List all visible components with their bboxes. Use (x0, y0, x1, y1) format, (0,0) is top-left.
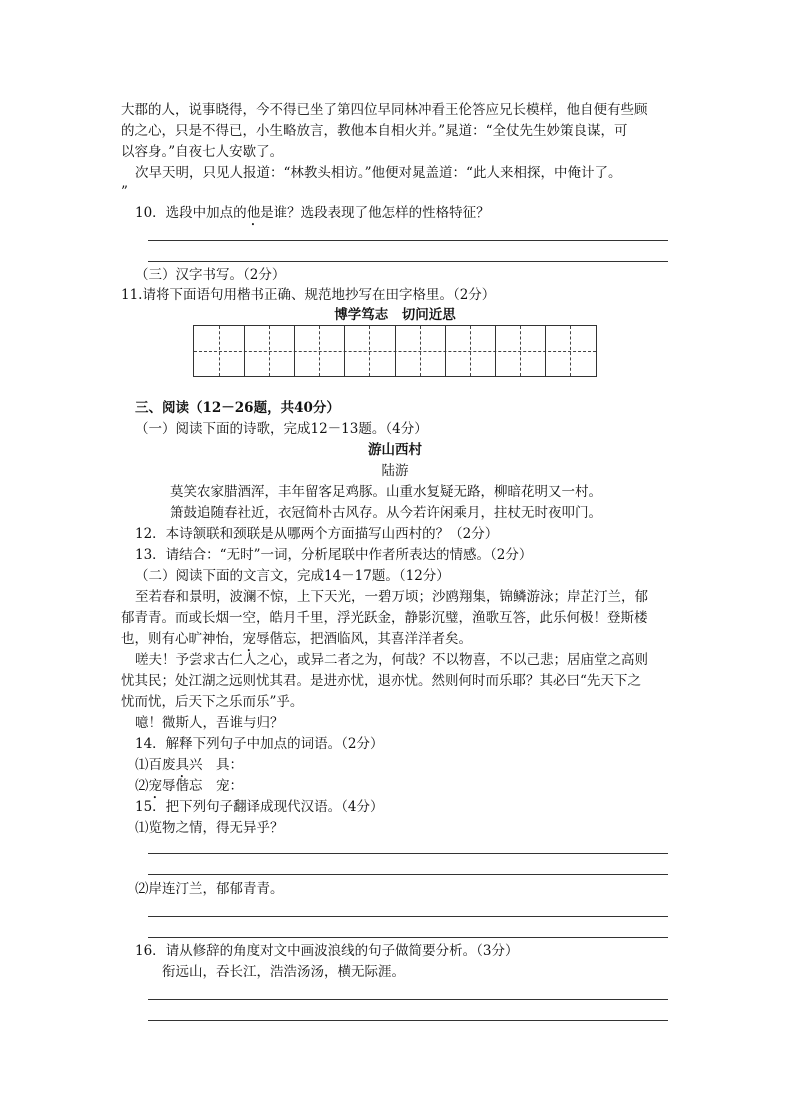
prose-line: 郁青青。而或长烟一空，皓月千里，浮光跃金，静影沉璧，渔歌互答，此乐何极！登斯楼 (121, 610, 648, 626)
question-16-sentence: 衔远山，吞长江，浩浩汤汤，横无际涯。 (162, 964, 405, 980)
poem-title: 游山西村 (368, 442, 422, 458)
answer-line[interactable] (148, 999, 668, 1000)
answer-line[interactable] (148, 1020, 668, 1021)
emphasis-word: 宠 (148, 778, 162, 794)
prose-line: 忧其民；处江湖之远则忧其君。是进亦忧，退亦忧。然则何时而乐耶？其必曰“先天下之 (121, 673, 641, 689)
answer-line[interactable] (148, 853, 668, 854)
prose-line: 忧而忧，后天下之乐而乐”乎。 (121, 694, 304, 710)
question-14-item-2: ⑵宠辱偕忘 宠： (135, 778, 243, 794)
question-14: 14．解释下列句子中加点的词语。（2分） (135, 736, 384, 752)
poem-author: 陆游 (381, 463, 409, 479)
question-10: 10．选段中加点的他是谁？选段表现了他怎样的性格特征？ (135, 205, 490, 221)
question-15: 15．把下列句子翻译成现代汉语。（4分） (135, 799, 384, 815)
question-12: 12．本诗颔联和颈联是从哪两个方面描写山西村的？（2分） (135, 526, 499, 542)
passage-line: 以容身。”自夜七人安歇了。 (121, 144, 284, 160)
emphasis-word: 宠 (242, 631, 256, 647)
emphasis-word: 具 (175, 757, 189, 773)
question-14-item-1: ⑴百废具兴 具： (135, 757, 243, 773)
prose-line: 至若春和景明，波澜不惊，上下天光，一碧万顷；沙鸥翔集，锦鳞游泳；岸芷汀兰，郁 (135, 589, 648, 605)
question-13: 13．请结合：“无时”一词，分析尾联中作者所表达的情感。（2分） (135, 547, 533, 563)
passage-line: 次早天明，只见人报道：“林教头相访。”他便对晁盖道：“此人来相探，中俺计了。 (135, 165, 622, 181)
question-16: 16．请从修辞的角度对文中画波浪线的句子做简要分析。（3分） (135, 943, 519, 959)
tianzige-grid[interactable] (193, 325, 597, 377)
answer-line[interactable] (148, 937, 668, 938)
emphasis-word: 他 (246, 205, 261, 221)
question-11: 11.请将下面语句用楷书正确、规范地抄写在田字格里。（2分） (121, 287, 496, 303)
answer-line[interactable] (148, 916, 668, 917)
poem-intro: （一）阅读下面的诗歌，完成12－13题。（4分） (135, 421, 428, 437)
prose-line: 也，则有心旷神怡，宠辱偕忘，把酒临风，其喜洋洋者矣。 (121, 631, 472, 647)
prose-intro: （二）阅读下面的文言文，完成14－17题。（12分） (135, 568, 450, 584)
answer-line[interactable] (148, 261, 668, 262)
poem-line: 箫鼓追随春社近，衣冠简朴古风存。从今若许闲乘月，拄杖无时夜叩门。 (170, 505, 602, 521)
answer-line[interactable] (148, 240, 668, 241)
passage-line: ” (121, 184, 128, 200)
question-15-item-2: ⑵岸连汀兰，郁郁青青。 (135, 881, 284, 897)
question-15-item-1: ⑴览物之情，得无异乎？ (135, 820, 284, 836)
copy-phrase: 博学笃志 切问近思 (334, 307, 456, 323)
poem-line: 莫笑农家腊酒浑，丰年留客足鸡豚。山重水复疑无路，柳暗花明又一村。 (170, 484, 602, 500)
prose-line: 噫！微斯人，吾谁与归？ (135, 715, 284, 731)
passage-line: 的之心，只是不得已，小生略放言，教他本自相火并。”晁道：“全仗先生妙策良谋，可 (121, 123, 628, 139)
section-heading: （三）汉字书写。（2分） (135, 267, 286, 283)
passage-line: 大郡的人，说事晓得，今不得已坐了第四位早同林冲看王伦答应兄长模样，他自便有些顾 (121, 102, 648, 118)
prose-line: 嗟夫！予尝求古仁人之心，或异二者之为，何哉？不以物喜，不以己悲；居庙堂之高则 (135, 652, 648, 668)
answer-line[interactable] (148, 874, 668, 875)
part-heading: 三、阅读（12－26题，共40分） (135, 400, 340, 416)
